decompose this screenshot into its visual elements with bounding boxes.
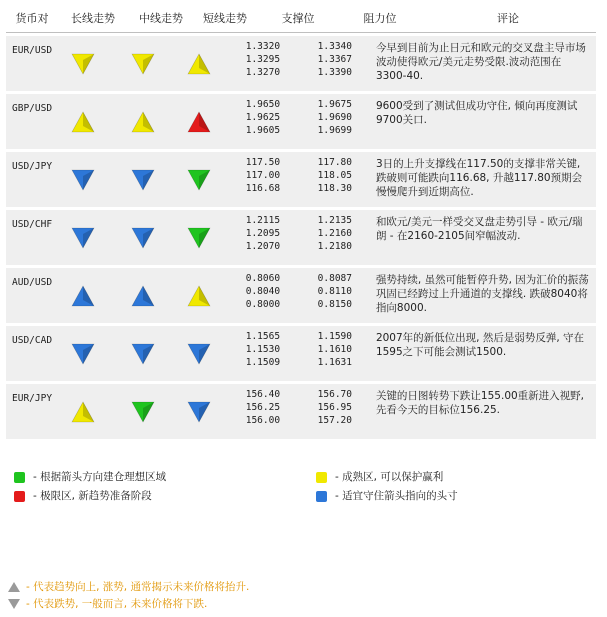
support-value: 116.68 <box>245 183 281 194</box>
resistance-value: 118.05 <box>317 170 352 181</box>
short-trend-cell <box>172 152 226 207</box>
resistance-value: 1.2135 <box>317 215 352 226</box>
mid-trend-cell <box>114 152 172 207</box>
long-trend-cell <box>52 210 113 265</box>
resistance-value: 1.1590 <box>317 331 352 342</box>
down-arrow-icon <box>187 342 211 366</box>
up-arrow-icon <box>71 400 95 424</box>
long-trend-cell <box>52 326 113 381</box>
legend-red-text: - 极限区, 新趋势准备阶段 <box>33 490 152 502</box>
resistance-cell <box>300 268 370 323</box>
green-square-icon <box>14 472 25 483</box>
resistance-value: 0.8150 <box>317 299 352 310</box>
support-cell <box>226 94 300 149</box>
down-arrow-icon <box>131 342 155 366</box>
resistance-value: 118.30 <box>317 183 352 194</box>
table-header <box>6 6 596 33</box>
header-mid: 中线走势 <box>139 12 183 25</box>
long-trend-cell <box>52 36 113 91</box>
down-arrow-icon <box>187 168 211 192</box>
resistance-value: 0.8110 <box>317 286 352 297</box>
resistance-cell <box>300 152 370 207</box>
support-cell <box>226 210 300 265</box>
support-value: 117.50 <box>245 157 281 168</box>
support-value: 156.40 <box>245 389 281 400</box>
up-arrow-icon <box>71 110 95 134</box>
comment-cell: 和欧元/美元一样受交叉盘走势引导 - 欧元/瑞朗 - 在2160-2105间窄幅波动. <box>375 216 583 242</box>
table-row <box>6 152 596 207</box>
support-value: 1.1530 <box>245 344 281 355</box>
note-up <box>8 580 249 594</box>
blue-square-icon <box>316 491 327 502</box>
grey-down-triangle-icon <box>8 599 20 609</box>
short-trend-cell <box>172 210 226 265</box>
resistance-value: 117.80 <box>317 157 352 168</box>
grey-up-triangle-icon <box>8 582 20 592</box>
pair-cell: EUR/JPY <box>12 393 53 404</box>
support-value: 0.8040 <box>245 286 281 297</box>
table-row <box>6 384 596 439</box>
pair-cell: EUR/USD <box>12 45 53 56</box>
table-row <box>6 326 596 381</box>
header-resistance: 阻力位 <box>363 12 397 25</box>
resistance-value: 1.2160 <box>317 228 352 239</box>
mid-trend-cell <box>114 210 172 265</box>
legend-green <box>14 470 166 484</box>
resistance-value: 1.3367 <box>317 54 352 65</box>
down-arrow-icon <box>131 168 155 192</box>
legend-blue <box>316 489 458 503</box>
up-arrow-icon <box>187 284 211 308</box>
note-up-text: - 代表趋势向上, 涨势, 通常揭示未来价格将抬升. <box>26 581 250 593</box>
short-trend-cell <box>172 326 226 381</box>
down-arrow-icon <box>71 52 95 76</box>
support-cell <box>226 36 300 91</box>
comment-cell: 关键的日图转势下跌让155.00重新进入视野, 先看今天的目标位156.25. <box>375 390 585 416</box>
short-trend-cell <box>172 94 226 149</box>
resistance-value: 157.20 <box>317 415 352 426</box>
forex-table <box>6 6 596 439</box>
table-row <box>6 36 596 91</box>
support-value: 1.2070 <box>245 241 281 252</box>
note-down <box>8 597 207 611</box>
support-value: 1.3270 <box>245 67 281 78</box>
comment-cell: 3日的上升支撑线在117.50的支撑非常关键, 跌破则可能跌向116.68, 升越117.80预期会慢慢爬升到近期高位. <box>375 158 583 198</box>
resistance-cell <box>300 326 370 381</box>
yellow-square-icon <box>316 472 327 483</box>
resistance-value: 1.3340 <box>317 41 352 52</box>
support-value: 1.1509 <box>245 357 281 368</box>
support-value: 156.25 <box>245 402 281 413</box>
support-value: 1.9605 <box>245 125 281 136</box>
comment-cell: 2007年的新低位出现, 然后是弱势反弹, 守在1595之下可能会测试1500. <box>375 332 585 358</box>
legend-yellow <box>316 470 443 484</box>
support-value: 1.3295 <box>245 54 281 65</box>
comment-cell: 今早到目前为止日元和欧元的交叉盘主导市场波动使得欧元/美元走势受限.波动范围在3300-40. <box>375 42 586 82</box>
note-down-text: - 代表跌势, 一般而言, 未来价格将下跌. <box>26 598 208 610</box>
down-arrow-icon <box>71 168 95 192</box>
table-row <box>6 268 596 323</box>
support-value: 1.9650 <box>245 99 281 110</box>
header-long: 长线走势 <box>71 12 115 25</box>
legend-blue-text: - 适宜守住箭头指向的头寸 <box>335 490 458 502</box>
resistance-value: 1.9675 <box>317 99 352 110</box>
resistance-value: 0.8087 <box>317 273 352 284</box>
red-square-icon <box>14 491 25 502</box>
support-cell <box>226 152 300 207</box>
down-arrow-icon <box>71 342 95 366</box>
support-value: 1.2115 <box>245 215 281 226</box>
header-support: 支撑位 <box>281 12 315 25</box>
header-pair: 货币对 <box>15 12 49 25</box>
comment-cell: 强势持续, 虽然可能暂停升势, 因为汇价的振荡巩固已经跨过上升通道的支撑线. 跌破8040将指向8000. <box>375 274 589 314</box>
support-value: 0.8000 <box>245 299 281 310</box>
long-trend-cell <box>52 268 113 323</box>
resistance-cell <box>300 36 370 91</box>
long-trend-cell <box>52 94 113 149</box>
support-value: 117.00 <box>245 170 281 181</box>
support-cell <box>226 268 300 323</box>
down-arrow-icon <box>131 52 155 76</box>
down-arrow-icon <box>131 226 155 250</box>
resistance-value: 1.2180 <box>317 241 352 252</box>
up-arrow-icon <box>187 110 211 134</box>
resistance-cell <box>300 384 370 439</box>
mid-trend-cell <box>114 94 172 149</box>
support-value: 156.00 <box>245 415 281 426</box>
support-value: 0.8060 <box>245 273 281 284</box>
mid-trend-cell <box>114 326 172 381</box>
resistance-value: 156.70 <box>317 389 352 400</box>
short-trend-cell <box>172 268 226 323</box>
resistance-cell <box>300 210 370 265</box>
short-trend-cell <box>172 384 226 439</box>
legend-yellow-text: - 成熟区, 可以保护赢利 <box>335 471 444 483</box>
up-arrow-icon <box>131 110 155 134</box>
support-value: 1.2095 <box>245 228 281 239</box>
support-value: 1.9625 <box>245 112 281 123</box>
support-value: 1.3320 <box>245 41 281 52</box>
down-arrow-icon <box>187 226 211 250</box>
up-arrow-icon <box>187 52 211 76</box>
resistance-value: 156.95 <box>317 402 352 413</box>
header-short: 短线走势 <box>203 12 247 25</box>
down-arrow-icon <box>71 226 95 250</box>
down-arrow-icon <box>131 400 155 424</box>
up-arrow-icon <box>71 284 95 308</box>
pair-cell: USD/CHF <box>12 219 53 230</box>
table-row <box>6 210 596 265</box>
long-trend-cell <box>52 384 113 439</box>
short-trend-cell <box>172 36 226 91</box>
resistance-value: 1.9699 <box>317 125 352 136</box>
table-row <box>6 94 596 149</box>
legend-red <box>14 489 152 503</box>
resistance-cell <box>300 94 370 149</box>
support-cell <box>226 326 300 381</box>
pair-cell: USD/CAD <box>12 335 53 346</box>
legend-green-text: - 根据箭头方向建仓理想区域 <box>33 471 167 483</box>
header-comment: 评论 <box>497 12 519 25</box>
pair-cell: USD/JPY <box>12 161 53 172</box>
resistance-value: 1.9690 <box>317 112 352 123</box>
support-value: 1.1565 <box>245 331 281 342</box>
mid-trend-cell <box>114 268 172 323</box>
support-cell <box>226 384 300 439</box>
pair-cell: AUD/USD <box>12 277 53 288</box>
comment-cell: 9600受到了测试但成功守住, 倾向再度测试9700关口. <box>375 100 578 126</box>
mid-trend-cell <box>114 384 172 439</box>
resistance-value: 1.1610 <box>317 344 352 355</box>
resistance-value: 1.1631 <box>317 357 352 368</box>
up-arrow-icon <box>131 284 155 308</box>
down-arrow-icon <box>187 400 211 424</box>
mid-trend-cell <box>114 36 172 91</box>
long-trend-cell <box>52 152 113 207</box>
pair-cell: GBP/USD <box>12 103 53 114</box>
resistance-value: 1.3390 <box>317 67 352 78</box>
